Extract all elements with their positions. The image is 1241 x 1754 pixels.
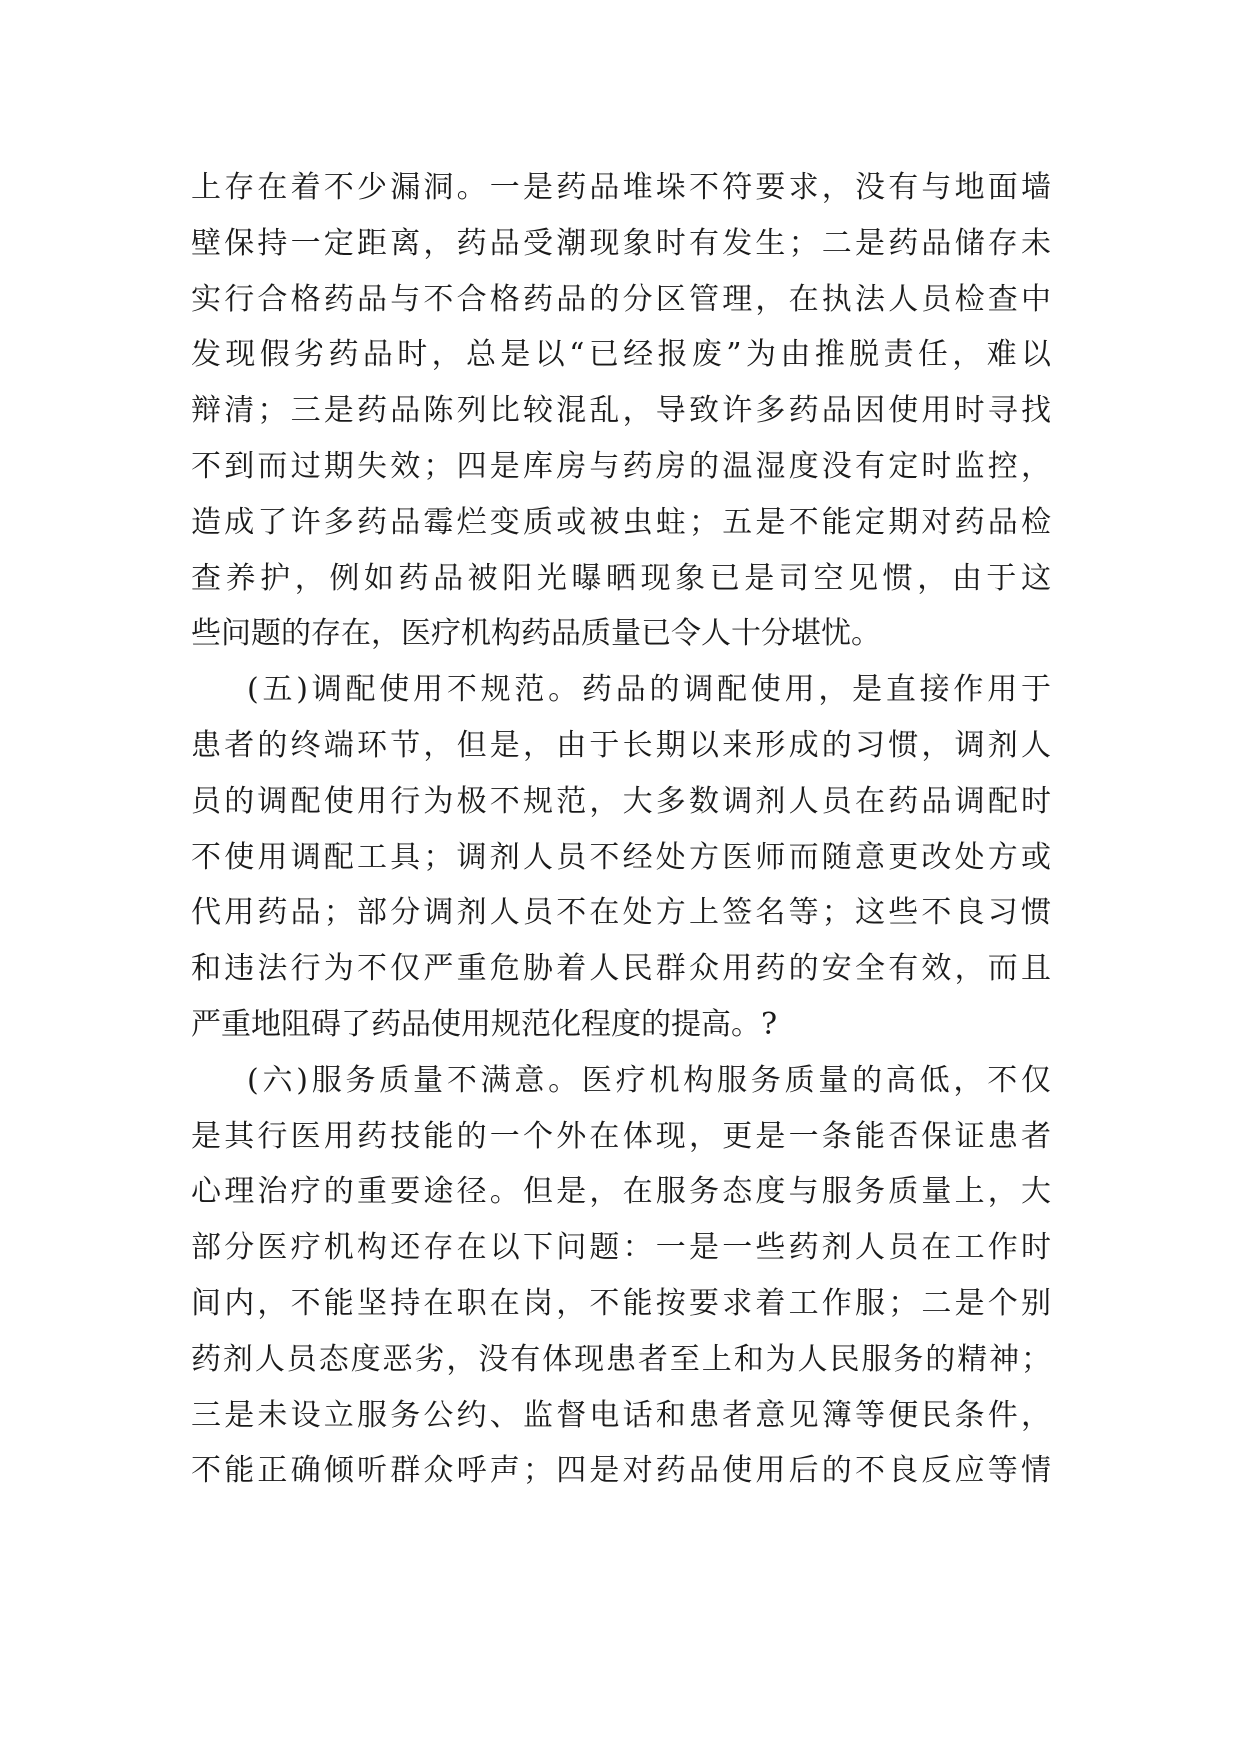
text-line: 辩清；三是药品陈列比较混乱，导致许多药品因使用时寻找 — [191, 393, 1051, 429]
text-line: 不使用调配工具；调剂人员不经处方医师而随意更改处方或 — [191, 839, 1051, 875]
section-heading-line-5: (五)调配使用不规范。药品的调配使用，是直接作用于 — [247, 672, 1051, 708]
paragraph-end-line: 严重地阻碍了药品使用规范化程度的提高。? — [191, 1006, 778, 1042]
text-line: 员的调配使用行为极不规范，大多数调剂人员在药品调配时 — [191, 783, 1051, 819]
text-line: 发现假劣药品时，总是以“已经报废”为由推脱责任，难以 — [191, 337, 1051, 373]
text-line: 造成了许多药品霉烂变质或被虫蛀；五是不能定期对药品检 — [191, 504, 1051, 540]
body-text — [191, 160, 1051, 1499]
text-line: 患者的终端环节，但是，由于长期以来形成的习惯，调剂人 — [191, 727, 1051, 763]
paragraph-end-line: 些问题的存在，医疗机构药品质量已令人十分堪忧。 — [191, 616, 881, 652]
text-line: 不能正确倾听群众呼声；四是对药品使用后的不良反应等情 — [191, 1453, 1051, 1489]
text-line: 药剂人员态度恶劣，没有体现患者至上和为人民服务的精神； — [191, 1341, 1051, 1377]
text-line: 心理治疗的重要途径。但是，在服务态度与服务质量上，大 — [191, 1174, 1051, 1210]
text-line: 间内，不能坚持在职在岗，不能按要求着工作服；二是个别 — [191, 1285, 1051, 1321]
text-line: 代用药品；部分调剂人员不在处方上签名等；这些不良习惯 — [191, 895, 1051, 931]
text-line: 和违法行为不仅严重危胁着人民群众用药的安全有效，而且 — [191, 951, 1051, 987]
section-heading-line-6: (六)服务质量不满意。医疗机构服务质量的高低，不仅 — [247, 1062, 1051, 1098]
text-line: 是其行医用药技能的一个外在体现，更是一条能否保证患者 — [191, 1118, 1051, 1154]
text-line: 三是未设立服务公约、监督电话和患者意见簿等便民条件， — [191, 1397, 1051, 1433]
text-line: 部分医疗机构还存在以下问题：一是一些药剂人员在工作时 — [191, 1230, 1051, 1266]
text-line: 不到而过期失效；四是库房与药房的温湿度没有定时监控， — [191, 448, 1051, 484]
text-line: 查养护，例如药品被阳光曝晒现象已是司空见惯，由于这 — [191, 560, 1051, 596]
text-line: 上存在着不少漏洞。一是药品堆垛不符要求，没有与地面墙 — [191, 170, 1051, 205]
text-line: 壁保持一定距离，药品受潮现象时有发生；二是药品储存未 — [191, 225, 1051, 261]
text-line: 实行合格药品与不合格药品的分区管理，在执法人员检查中 — [191, 281, 1051, 317]
